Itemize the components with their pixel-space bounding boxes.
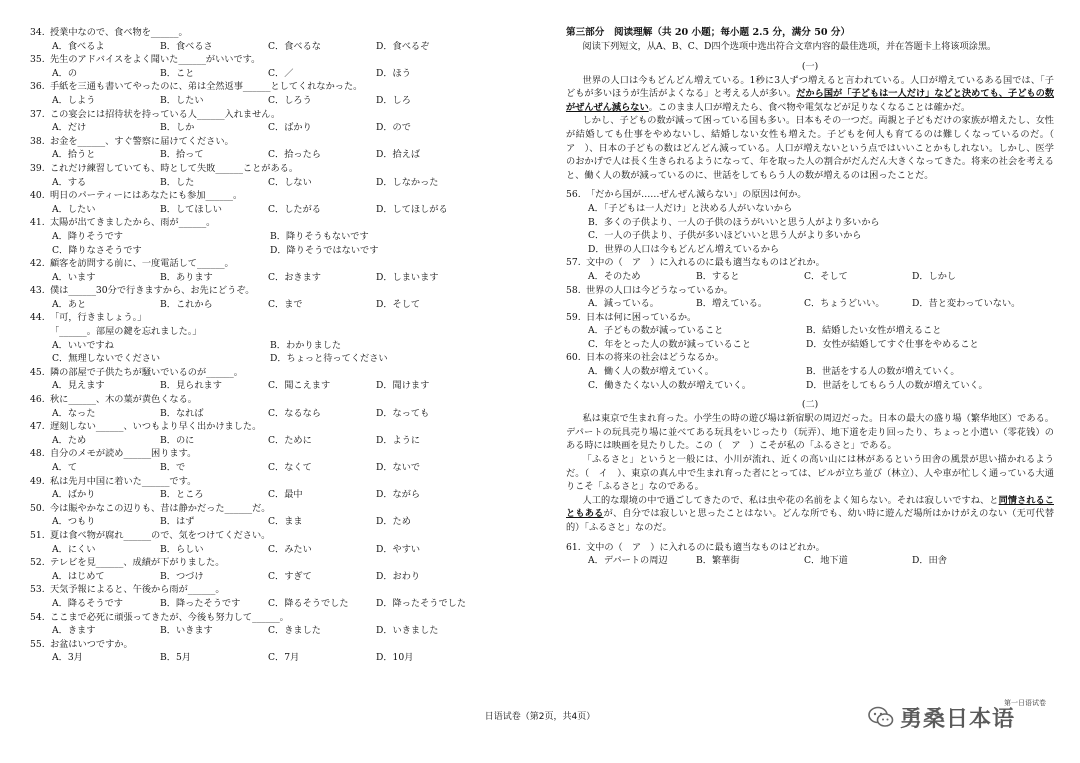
question-options	[30, 121, 500, 135]
option: C．最中	[268, 489, 303, 501]
passage-text: が、自分では寂しいと思ったことはない。どんな所でも、幼い時に遊んだ場所はかけがえのない（无可代替的）「ふるさと」なのだ。	[566, 508, 1055, 533]
passage-1-heading: (一)	[801, 60, 819, 72]
option: B．で	[160, 462, 186, 473]
question-number: 52.	[30, 557, 45, 569]
option: B．してほしい	[160, 203, 222, 215]
option: C．／	[268, 67, 294, 79]
option: D．やすい	[376, 543, 421, 555]
option: D．なっても	[376, 407, 430, 419]
question-number: 47.	[30, 421, 45, 433]
question-options	[566, 243, 1054, 257]
question-text: 私は先月中国に着いた______です。	[50, 475, 197, 487]
option: B．増えている。	[696, 298, 768, 310]
question-number: 55.	[30, 638, 45, 650]
option: B．世話をする人の数が増えていく。	[806, 366, 960, 378]
option: D．ないで	[376, 462, 421, 473]
option: A．する	[52, 176, 87, 188]
question-line	[566, 256, 1054, 270]
passage-text: 人工的な環境の中で過ごしてきたので、私は虫や花の名前をよく知らない。それは寂しいですね、と	[582, 494, 999, 506]
question-options	[566, 216, 1054, 230]
question-line	[30, 447, 500, 461]
question-options	[30, 379, 500, 393]
option: A．「子どもは一人だけ」と決める人がいないから	[588, 202, 793, 214]
option: D．しまいます	[376, 271, 439, 283]
option: D．ように	[376, 434, 421, 446]
question-options	[30, 597, 500, 611]
question-number: 50.	[30, 502, 45, 514]
question-options	[566, 297, 1054, 311]
question-text: 文中の（ ア ）に入れるのに最も適当なものはどれか。	[586, 541, 825, 553]
question-text: 今は賑やかなこの辺りも、昔は静かだった______だ。	[50, 502, 271, 514]
question-line	[30, 529, 500, 543]
question-line	[30, 257, 500, 271]
option: B．のに	[160, 434, 195, 446]
option: C．しない	[268, 176, 312, 188]
question-options	[30, 176, 500, 190]
question-text: この宴会には招待状を持っている人______入れません。	[50, 108, 281, 120]
watermark-subtext: 第一日语试卷	[1004, 699, 1046, 707]
option: A．したい	[52, 203, 96, 215]
option: D．世話をしてもらう人の数が増えていく。	[806, 379, 988, 391]
question-options	[566, 379, 1054, 393]
question-number: 51.	[30, 529, 45, 541]
question-number: 39.	[30, 162, 45, 174]
question-number: 49.	[30, 475, 45, 487]
question-options	[30, 352, 500, 366]
option: B．降ったそうです	[160, 597, 241, 609]
question-61	[566, 541, 1054, 555]
question-options	[30, 488, 500, 502]
question-number: 54.	[30, 611, 45, 623]
section-instruction: 阅读下列短文，从A、B、C、D四个选项中选出符合文章内容的最佳选项，并在答题卡上将该项涂黑。	[582, 41, 997, 52]
option: C．しろう	[268, 94, 312, 106]
question-number: 60.	[566, 352, 581, 364]
option: A．降りそうです	[52, 230, 123, 242]
option: B．5月	[160, 652, 191, 664]
option: D．いきました	[376, 625, 439, 637]
passage-2-paragraph-3	[566, 494, 1054, 535]
question-line	[30, 135, 500, 149]
option: C．なくて	[268, 462, 312, 473]
question-number: 37.	[30, 108, 45, 120]
question-number: 42.	[30, 258, 45, 270]
option: D．女性が結婚してすぐ仕事をやめること	[806, 338, 979, 350]
question-text: お盆はいつですか。	[50, 638, 133, 650]
option: D．してほしがる	[376, 203, 448, 215]
option: A．減っている。	[588, 298, 659, 310]
question-text: 手紙を三通も書いてやったのに、弟は全然返事______としてくれなかった。	[50, 81, 363, 93]
question-text: 天気予報によると、午後から雨が______。	[50, 584, 225, 596]
question-number: 45.	[30, 366, 45, 378]
question-number: 61.	[566, 541, 581, 553]
option: C．拾ったら	[268, 149, 321, 161]
option: D．ため	[376, 516, 411, 528]
option: A．ため	[52, 434, 87, 446]
option: D．拾えば	[376, 149, 421, 161]
option: A．て	[52, 462, 78, 473]
question-line	[566, 188, 1054, 202]
question-text: 明日のパーティーにはあなたにも参加______。	[50, 190, 243, 202]
question-text: 隣の部屋で子供たちが騒いでいるのが______。	[50, 366, 243, 378]
passage-2-heading: (二)	[801, 399, 819, 411]
question-options	[30, 298, 500, 312]
option: B．こと	[160, 67, 195, 79]
option: C．降りなさそうです	[52, 244, 142, 256]
question-text: 太陽が出てきましたから、雨が______。	[50, 217, 216, 229]
option: D．降ったそうでした	[376, 597, 467, 609]
passage-2-paragraph-2: 「ふるさと」というと一般には、小川が流れ、近くの高い山には林があるという田舎の風景が思い描かれるようだ。（ イ ）、東京の真ん中で生まれ育った者にとっては、ビルが立ち並び（林立）、人や車が忙しく通っている大通りこそ「ふるさと」なのである。	[566, 454, 1054, 493]
question-number: 59.	[566, 311, 581, 323]
question-options	[566, 365, 1054, 379]
option: B．これから	[160, 298, 213, 310]
option: A．はじめて	[52, 570, 105, 582]
question-options	[30, 407, 500, 421]
option: B．降りそうもないです	[270, 230, 369, 242]
option: C．ばかり	[268, 122, 312, 134]
passage-2-paragraph-1: 私は東京で生まれ育った。小学生の時の遊び場は新宿駅の周辺だった。日本の最大の盛り場（繁华地区）である。デパートの玩具売り場に並べてある玩具をいじったり（玩弄）、地下道を走り回ったり、ちょっと小遣い（零花钱）のある時には映画を見たりした。この（ ア ）こそが私の「ふるさと」である。	[566, 413, 1054, 452]
question-line	[30, 189, 500, 203]
question-options	[30, 570, 500, 584]
question-number: 53.	[30, 584, 45, 596]
question-options	[30, 67, 500, 81]
option: C．一人の子供より、子供が多いほどいいと思う人がより多いから	[588, 230, 862, 242]
question-options	[30, 651, 500, 665]
question-text: 僕は______30分で行きますから、お先にどうぞ。	[50, 285, 255, 297]
option: D．ほう	[376, 67, 411, 79]
option: A．の	[52, 67, 78, 79]
question-number: 36.	[30, 81, 45, 93]
question-text: 夏は食べ物が腐れ______ので、気をつけてください。	[50, 529, 271, 541]
question-number: 56.	[566, 189, 581, 201]
question-text: 日本の将来の社会はどうなるか。	[586, 352, 724, 364]
question-number: 41.	[30, 217, 45, 229]
option: B．した	[160, 176, 195, 188]
option: A．働く人の数が増えていく。	[588, 366, 714, 378]
question-text: 遅刻しない______、いつもより早く出かけました。	[50, 421, 262, 433]
passage-1-paragraph-1	[566, 74, 1054, 115]
question-text: 「______。部屋の鍵を忘れました。」	[50, 326, 202, 338]
option: D．そして	[376, 298, 421, 310]
question-number: 40.	[30, 190, 45, 202]
question-options	[30, 230, 500, 244]
question-options	[566, 270, 1054, 284]
question-line	[30, 311, 500, 325]
question-options	[30, 624, 500, 638]
option: B．したい	[160, 94, 204, 106]
option: C．したがる	[268, 203, 321, 215]
question-options	[30, 94, 500, 108]
question-line	[30, 420, 500, 434]
question-line	[566, 311, 1054, 325]
question-number: 44.	[30, 312, 45, 324]
option: A．3月	[52, 652, 83, 664]
option: A．デパートの周辺	[588, 555, 668, 567]
option: C．すぎて	[268, 570, 312, 582]
underlined-sentence: だから国が「子どもは一人だけ」などと決めても、子どもの数がぜんぜん減らない	[566, 88, 1055, 113]
question-options	[566, 338, 1054, 352]
question-line	[30, 638, 500, 652]
option: C．地下道	[804, 555, 848, 567]
question-line	[30, 80, 500, 94]
option: C．ちょうどいい。	[804, 298, 885, 310]
question-number: 34.	[30, 27, 45, 38]
right-column	[566, 26, 1064, 568]
question-line	[30, 216, 500, 230]
question-number: 38.	[30, 135, 45, 147]
option: D．田舎	[912, 555, 947, 567]
question-number: 48.	[30, 448, 45, 460]
option: B．見られます	[160, 380, 222, 392]
option: B．らしい	[160, 543, 204, 555]
option: D．ので	[376, 122, 411, 134]
option: B．しか	[160, 122, 195, 134]
underlined-phrase: 同情されることもある	[566, 494, 1054, 520]
passage-text: 世界の人口は今もどんどん増えている。1秒に3人ずつ増えると言われている。人口が増えているある国では、「子どもが多いほうが生活がよくなる」と考える人が多い。	[566, 74, 1054, 100]
option: A．います	[52, 271, 96, 283]
question-options	[30, 271, 500, 285]
question-text: 自分のメモが読め______困ります。	[50, 448, 197, 460]
question-line	[566, 351, 1054, 365]
option: D．10月	[376, 652, 414, 664]
question-text: テレビを見______、成績が下がりました。	[50, 557, 225, 569]
option: B．いきます	[160, 625, 213, 637]
option: B．わかりました	[270, 339, 342, 351]
question-line	[30, 26, 500, 40]
option: D．しろ	[376, 94, 411, 106]
question-text: 先生のアドバイスをよく聞いた______がいいです。	[50, 54, 261, 66]
option: A．子どもの数が減っていること	[588, 325, 724, 337]
question-text: ここまで必死に頑張ってきたが、今後も努力して______。	[50, 611, 289, 623]
option: D．ちょっと待ってください	[270, 353, 388, 365]
option: A．そのため	[588, 270, 641, 282]
question-options	[30, 434, 500, 448]
option: B．多くの子供より、一人の子供のほうがいいと思う人がより多いから	[588, 216, 880, 228]
question-options	[30, 339, 500, 353]
question-line	[30, 502, 500, 516]
option: A．降るそうです	[52, 597, 123, 609]
option: B．すると	[696, 270, 740, 282]
question-text: 「だから国が……ぜんぜん減らない」の原因は何か。	[586, 189, 807, 201]
option: D．ながら	[376, 489, 421, 501]
option: D．しかし	[912, 270, 957, 282]
option: C．7月	[268, 652, 300, 664]
option: B．あります	[160, 271, 213, 283]
question-text: 「可，行きましょう。」	[50, 312, 147, 324]
option: D．降りそうではないです	[270, 244, 379, 256]
option: B．はず	[160, 516, 195, 528]
watermark	[868, 700, 1068, 734]
question-line	[30, 583, 500, 597]
question-text: 秋に______、木の葉が黄色くなる。	[50, 394, 197, 406]
question-options	[566, 202, 1054, 216]
option: A．しよう	[52, 94, 96, 106]
option: A．きます	[52, 625, 96, 637]
question-line	[30, 556, 500, 570]
question-options	[30, 148, 500, 162]
option: A．食べるよ	[52, 40, 105, 52]
option: B．ところ	[160, 489, 204, 501]
option: B．結婚したい女性が増えること	[806, 325, 942, 337]
question-number: 43.	[30, 285, 45, 297]
option: C．無理しないでください	[52, 353, 161, 365]
option: C．みたい	[268, 543, 312, 555]
option: D．食べるぞ	[376, 40, 430, 52]
option: A．あと	[52, 298, 87, 310]
option: D．おわり	[376, 570, 421, 582]
option: B．食べるさ	[160, 40, 213, 52]
question-line	[30, 366, 500, 380]
option: C．おきます	[268, 271, 321, 283]
option: B．つづけ	[160, 570, 204, 582]
question-options	[30, 203, 500, 217]
option: A．見えます	[52, 380, 105, 392]
option: C．聞こえます	[268, 380, 331, 392]
watermark-text: 勇桑日本语	[900, 706, 1016, 732]
question-line	[566, 284, 1054, 298]
question-line	[30, 475, 500, 489]
left-column	[30, 26, 500, 665]
option: B．繁華街	[696, 555, 740, 567]
option: C．働きたくない人の数が増えていく。	[588, 379, 752, 391]
question-text: 世界の人口は今どうなっているか。	[586, 284, 733, 296]
question-number: 57.	[566, 257, 581, 269]
option: C．食べるな	[268, 40, 321, 52]
question-options	[30, 543, 500, 557]
wechat-icon	[868, 706, 894, 728]
option: C．なるなら	[268, 407, 321, 419]
option: A．拾うと	[52, 149, 96, 161]
question-text: 授業中なので、食べ物を______。	[50, 27, 188, 38]
option: B．なれば	[160, 407, 204, 419]
option: A．なった	[52, 407, 96, 419]
question-line	[30, 325, 500, 339]
option: D．世界の人口は今もどんどん増えているから	[588, 243, 780, 255]
question-number: 35.	[30, 54, 45, 66]
option: D．聞けます	[376, 380, 430, 392]
question-text: お金を______、すぐ警察に届けてください。	[50, 135, 234, 147]
question-text: これだけ練習していても、時として失敗______ことがある。	[50, 162, 299, 174]
passage-text: 。このまま人口が増えたら、食べ物や電気などが足りなくなることは確かだ。	[648, 101, 971, 113]
option: D．しなかった	[376, 176, 439, 188]
option: A．つもり	[52, 516, 96, 528]
option: A．いいですね	[52, 339, 114, 351]
question-text: 顧客を訪問する前に、一度電話して______。	[50, 258, 234, 270]
question-options	[30, 244, 500, 258]
passage-1-paragraph-2: しかし、子どもの数が減って困っている国も多い。日本もその一つだ。両親と子どもだけの家族が増えたし、女性が結婚しても仕事をやめないし、結婚しない女性も増えた。子どもを何人も育てるのは難しくなっているのだ。（ ア ）、日本の子どもの数はどんどん減っている。人口が増えないという点ではいいことかもしれない。しかし、医学のおかげで人は長く生きられるようになって、年を取った人の割合がだんだん大きくなってきた。将来の社会を考えると、働く人の数が減っているのに、世話をしてもらう人の数が増えるのは困ったことだ。	[566, 115, 1064, 181]
option: D．昔と変わっていない。	[912, 298, 1021, 310]
option: C．まま	[268, 516, 303, 528]
question-line	[30, 611, 500, 625]
option: C．きました	[268, 625, 321, 637]
option: A．ばかり	[52, 489, 96, 501]
option: C．そして	[804, 270, 848, 282]
question-line	[30, 393, 500, 407]
option: C．年をとった人の数が減っていること	[588, 338, 752, 350]
option: C．まで	[268, 298, 303, 310]
question-number: 46.	[30, 394, 45, 406]
question-options	[566, 229, 1054, 243]
option: A．だけ	[52, 122, 87, 134]
question-line	[30, 108, 500, 122]
reading-questions	[566, 188, 1054, 392]
option: A．にくい	[52, 543, 96, 555]
question-options	[30, 461, 500, 475]
question-text: 日本は何に困っているか。	[586, 311, 697, 323]
question-line	[30, 284, 500, 298]
question-line	[30, 53, 500, 67]
section-title: 第三部分 阅读理解（共 20 小题；每小题 2.5 分，满分 50 分）	[566, 27, 851, 38]
page-footer: 日语试卷（第2页，共4页）	[484, 712, 596, 722]
question-options	[566, 324, 1054, 338]
option: C．降るそうでした	[268, 597, 349, 609]
question-options	[30, 40, 500, 54]
question-text: 文中の（ ア ）に入れるのに最も適当なものはどれか。	[586, 257, 825, 269]
question-61-options	[566, 554, 1054, 568]
question-line	[30, 162, 500, 176]
option: C．ために	[268, 434, 312, 446]
option: B．拾って	[160, 149, 204, 161]
question-number: 58.	[566, 284, 581, 296]
question-options	[30, 515, 500, 529]
